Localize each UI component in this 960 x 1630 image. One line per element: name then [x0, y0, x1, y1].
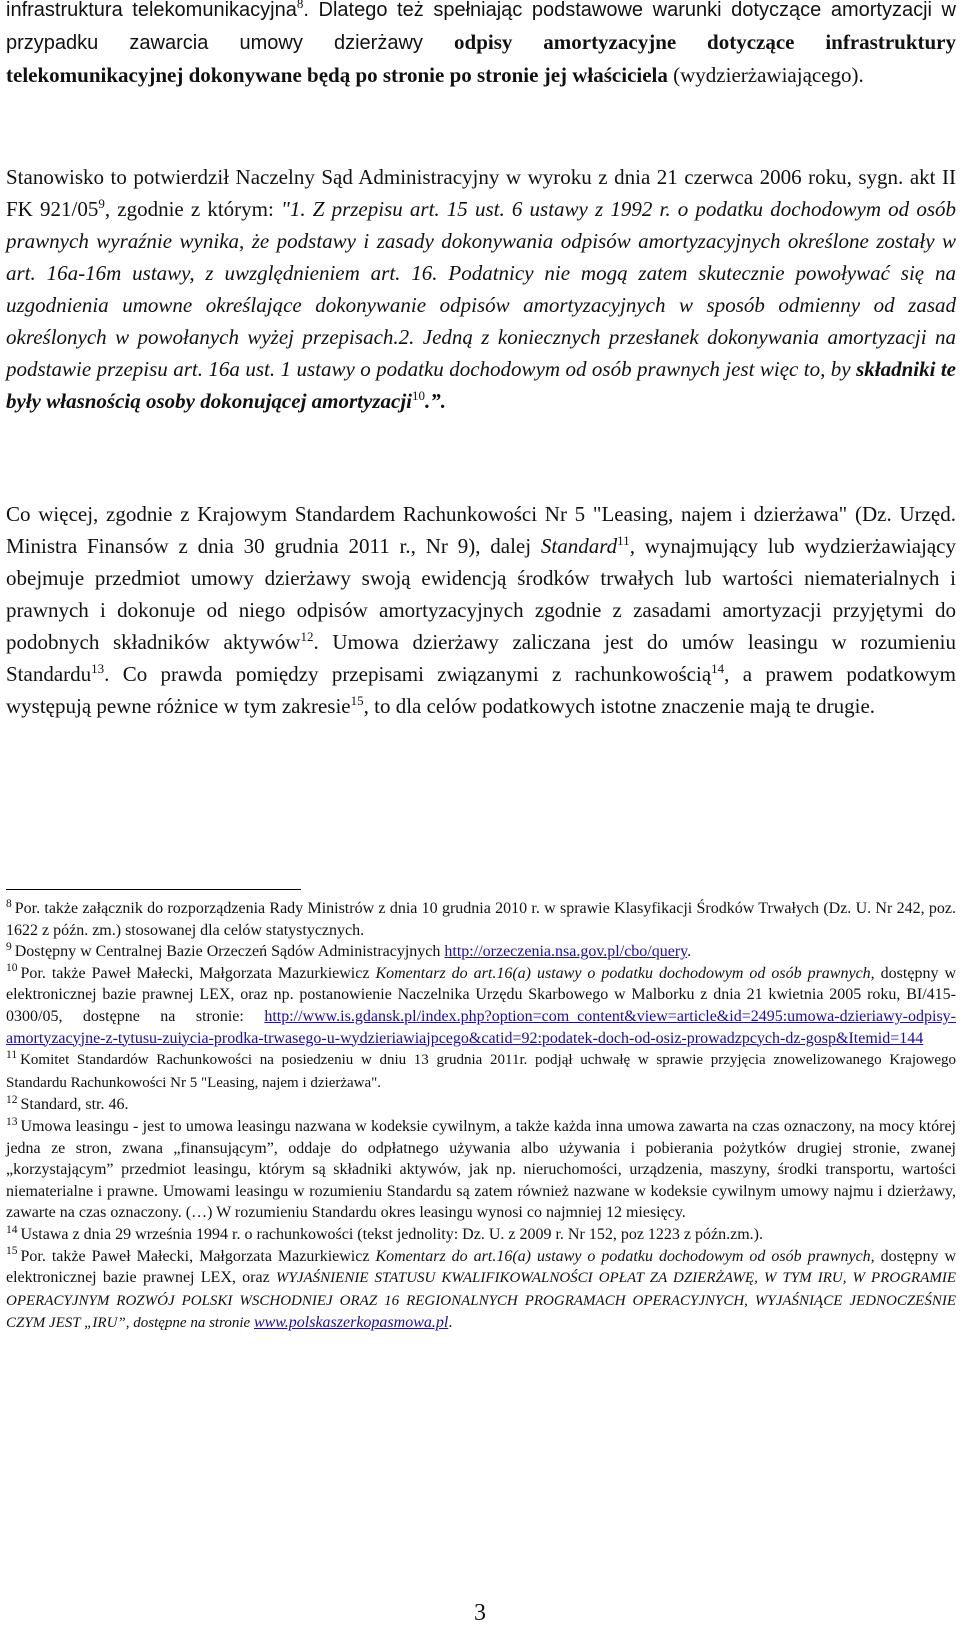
- footnote-text: Por. także załącznik do rozporządzenia Rady Ministrów z dnia 10 grudnia 2010 r. w sprawie Klasyfikacji Środków Trwałych (Dz. U. Nr 242, poz. 1622 z późn. zm.) stosowanej dla celów statystycznych.: [6, 900, 956, 939]
- paragraph-3-text: Co więcej, zgodnie z Krajowym Standardem Rachunkowości Nr 5 "Leasing, najem i dzierżawa" (Dz. Urzęd. Ministra Finansów z dnia 30 grudnia 2011 r., Nr 9), dalej: [6, 502, 956, 558]
- polska-link[interactable]: www.polskaszerkopasmowa.pl: [253, 1314, 449, 1332]
- court-quote-bold: składniki te były własnością osoby dokonującej amortyzacji: [6, 357, 957, 413]
- paragraph-3: [6, 498, 956, 722]
- paragraph-3-text-4: . Co prawda pomiędzy przepisami związanymi z rachunkowością: [104, 662, 712, 686]
- page-number: 3: [474, 1600, 486, 1626]
- paragraph-1: [6, 0, 956, 91]
- footnote-number: 14: [6, 1223, 18, 1236]
- footnote-number: 11: [6, 1048, 18, 1061]
- footnote-ref-14[interactable]: 14: [711, 661, 725, 676]
- footnote-8: [6, 898, 956, 941]
- paragraph-3-text-5: , a prawem podatkowym występują pewne różnice w tym zakresie: [6, 662, 956, 718]
- footnote-separator: [6, 889, 301, 890]
- footnote-text-cont: dostępny w elektronicznej bazie prawnej LEX, oraz np. postanowienie Naczelnika Urzędu Skarbowego w Malborku z dnia 21 kwietnia 2005 roku, BI/415-0300/05, dostępne na stronie:: [6, 964, 957, 1025]
- footnote-text: Umowa leasingu - jest to umowa leasingu nazwana w kodeksie cywilnym, a także każda inna umowa zawarta na czas oznaczony, na mocy której jedna ze stron, zwana „finansującym”, oddaje do odpłatnego używania albo używania i pobierania pożytków drugiej stronie, zwanej „korzystającym” przedmiot leasingu, którym są składniki aktywów, jak np. nieruchomości, urządzenia, maszyny, środki transportu, wartości niematerialne i prawne. Umowami leasingu w rozumieniu Standardu są zatem również nazwane w kodeksie cywilnym umowy najmu i dzierżawy, zawarte na czas oznaczony. (…) W rozumieniu Standardu okres leasingu wynosi co najmniej 12 miesięcy.: [6, 1117, 956, 1222]
- footnote-ref-9[interactable]: 9: [98, 196, 105, 211]
- footnote-ref-13[interactable]: 13: [91, 661, 105, 676]
- paragraph-3-text-3: . Umowa dzierżawy zaliczana jest do umów leasingu w rozumieniu Standardu: [6, 630, 956, 686]
- paragraph-3-text-2: wynajmujący lub wydzierżawiający obejmuje przedmiot umowy dzierżawy swoją ewidencją środków trwałych lub wartości niematerialnych i prawnych i dokonuje od niego odpisów amortyzacyjnych zgodnie z zasadami amortyzacji przyjętymi do podobnych składników aktywów: [6, 534, 956, 654]
- footnote-ref-15[interactable]: 15: [350, 693, 364, 708]
- footnotes: [6, 898, 956, 1335]
- footnote-ref-11[interactable]: 11: [617, 533, 630, 548]
- footnote-text: Ustawa z dnia 29 września 1994 r. o rachunkowości (tekst jednolity: Dz. U. z 2009 r. Nr 152, poz 1223 z późn.zm.).: [20, 1225, 763, 1243]
- gdansk-link[interactable]: http://www.is.gdansk.pl/index.php?option=com_content&view=article&id=2495:umowa-dzieriawy-odpisy-amortyzacyjne-z-tytusu-zuiycia-prodka-trwasego-u-wydzieriawiajpcego&catid=92:podatek-doch-od-osiz-prowadzpcych-dz-gosp&Itemid=144: [6, 1007, 956, 1047]
- footnote-15: [6, 1246, 956, 1335]
- footnote-ref-12[interactable]: 12: [300, 629, 314, 644]
- paragraph-2: [6, 161, 956, 417]
- footnote-9: [6, 941, 956, 963]
- footnote-caps-title: WYJAŚNIENIE STATUSU KWALIFIKOWALNOŚCI OPŁAT ZA DZIERŻAWĘ, W TYM IRU, W PROGRAMIE OPERACYJNYM ROZWÓJ POLSKI WSCHODNIEJ ORAZ 16 REGIONALNYCH PROGRAMACH OPERACYJNYCH, WYJAŚNIĄCE JEDNOCZEŚNIE CZYM JEST „IRU”, dostępne na stronie: [6, 1270, 957, 1332]
- footnote-ref-8[interactable]: 8: [296, 0, 304, 11]
- footnote-title: Komentarz do art.16(a) ustawy o podatku dochodowym od osób prawnych,: [375, 964, 875, 982]
- footnote-text: Standard, str. 46.: [20, 1096, 129, 1114]
- footnote-number: 12: [6, 1094, 18, 1107]
- paragraph-2-text: Stanowisko to potwierdził Naczelny Sąd Administracyjny w wyroku z dnia 21 czerwca 2006 roku, sygn. akt II FK 921/05: [6, 165, 956, 221]
- paragraph-3-text-6: , to dla celów podatkowych istotne znaczenie mają te drugie.: [363, 694, 876, 718]
- paragraph-1-text: . Dlatego też spełniając podstawowe warunki dotyczące amortyzacji w przypadku zawarcia umowy dzierżawy: [6, 0, 956, 54]
- standard-term: Standard: [540, 534, 618, 558]
- footnote-12: [6, 1094, 956, 1116]
- footnote-text-cont: dostępny w elektronicznej bazie prawnej LEX, oraz: [6, 1247, 957, 1287]
- nsa-link[interactable]: http://orzeczenia.nsa.gov.pl/cbo/query: [444, 943, 688, 961]
- court-quote-end: .”.: [424, 389, 446, 413]
- standard-term-comma: ,: [629, 534, 635, 558]
- footnote-number: 13: [6, 1115, 18, 1128]
- footnote-title: Komentarz do art.16(a) ustawy o podatku dochodowym od osób prawnych,: [375, 1247, 875, 1265]
- footnote-text-end: .: [448, 1314, 453, 1332]
- footnote-13: [6, 1116, 956, 1224]
- paragraph-1-text-start: infrastruktura telekomunikacyjna: [6, 0, 297, 21]
- footnote-ref-10[interactable]: 10: [411, 388, 425, 403]
- footnote-11: [6, 1049, 956, 1094]
- footnote-text-end: .: [687, 943, 692, 961]
- footnote-14: [6, 1224, 956, 1246]
- paragraph-1-text-end: (wydzierżawiającego).: [667, 63, 864, 87]
- footnote-number: 9: [6, 940, 12, 953]
- footnote-text: Komitet Standardów Rachunkowości na posiedzeniu w dniu 13 grudnia 2011r. podjął uchwałę w sprawie przyjęcia znowelizowanego Krajowego Standardu Rachunkowości Nr 5 "Leasing, najem i dzierżawa".: [6, 1052, 956, 1091]
- paragraph-1-bold: odpisy amortyzacyjne dotyczące infrastruktury telekomunikacyjnej dokonywane będą po stronie po stronie jej właściciela: [6, 30, 956, 87]
- footnote-text: Dostępny w Centralnej Bazie Orzeczeń Sądów Administracyjnych: [14, 943, 445, 961]
- footnote-text: Por. także Paweł Małecki, Małgorzata Mazurkiewicz: [20, 1247, 376, 1265]
- footnote-number: 8: [6, 897, 12, 910]
- footnote-number: 10: [6, 962, 18, 975]
- footnote-10: [6, 963, 956, 1049]
- footnote-text: Por. także Paweł Małecki, Małgorzata Mazurkiewicz: [20, 964, 376, 982]
- paragraph-2-text-cont: , zgodnie z którym:: [104, 197, 282, 221]
- court-quote: "1. Z przepisu art. 15 ust. 6 ustawy z 1992 r. o podatku dochodowym od osób prawnych wyraźnie wynika, że podstawy i zasady dokonywania odpisów amortyzacyjnych określone zostały w art. 16a-16m ustawy, z uwzględnieniem art. 16. Podatnicy nie mogą zatem skutecznie powoływać się na uzgodnienia umowne określające dokonywanie odpisów amortyzacyjnych w sposób odmienny od zasad określonych w powołanych wyżej przepisach.2. Jedną z koniecznych przesłanek dokonywania amortyzacji na podstawie przepisu art. 16a ust. 1 ustawy o podatku dochodowym od osób prawnych jest więc to, by: [6, 197, 957, 381]
- footnote-number: 15: [6, 1245, 18, 1258]
